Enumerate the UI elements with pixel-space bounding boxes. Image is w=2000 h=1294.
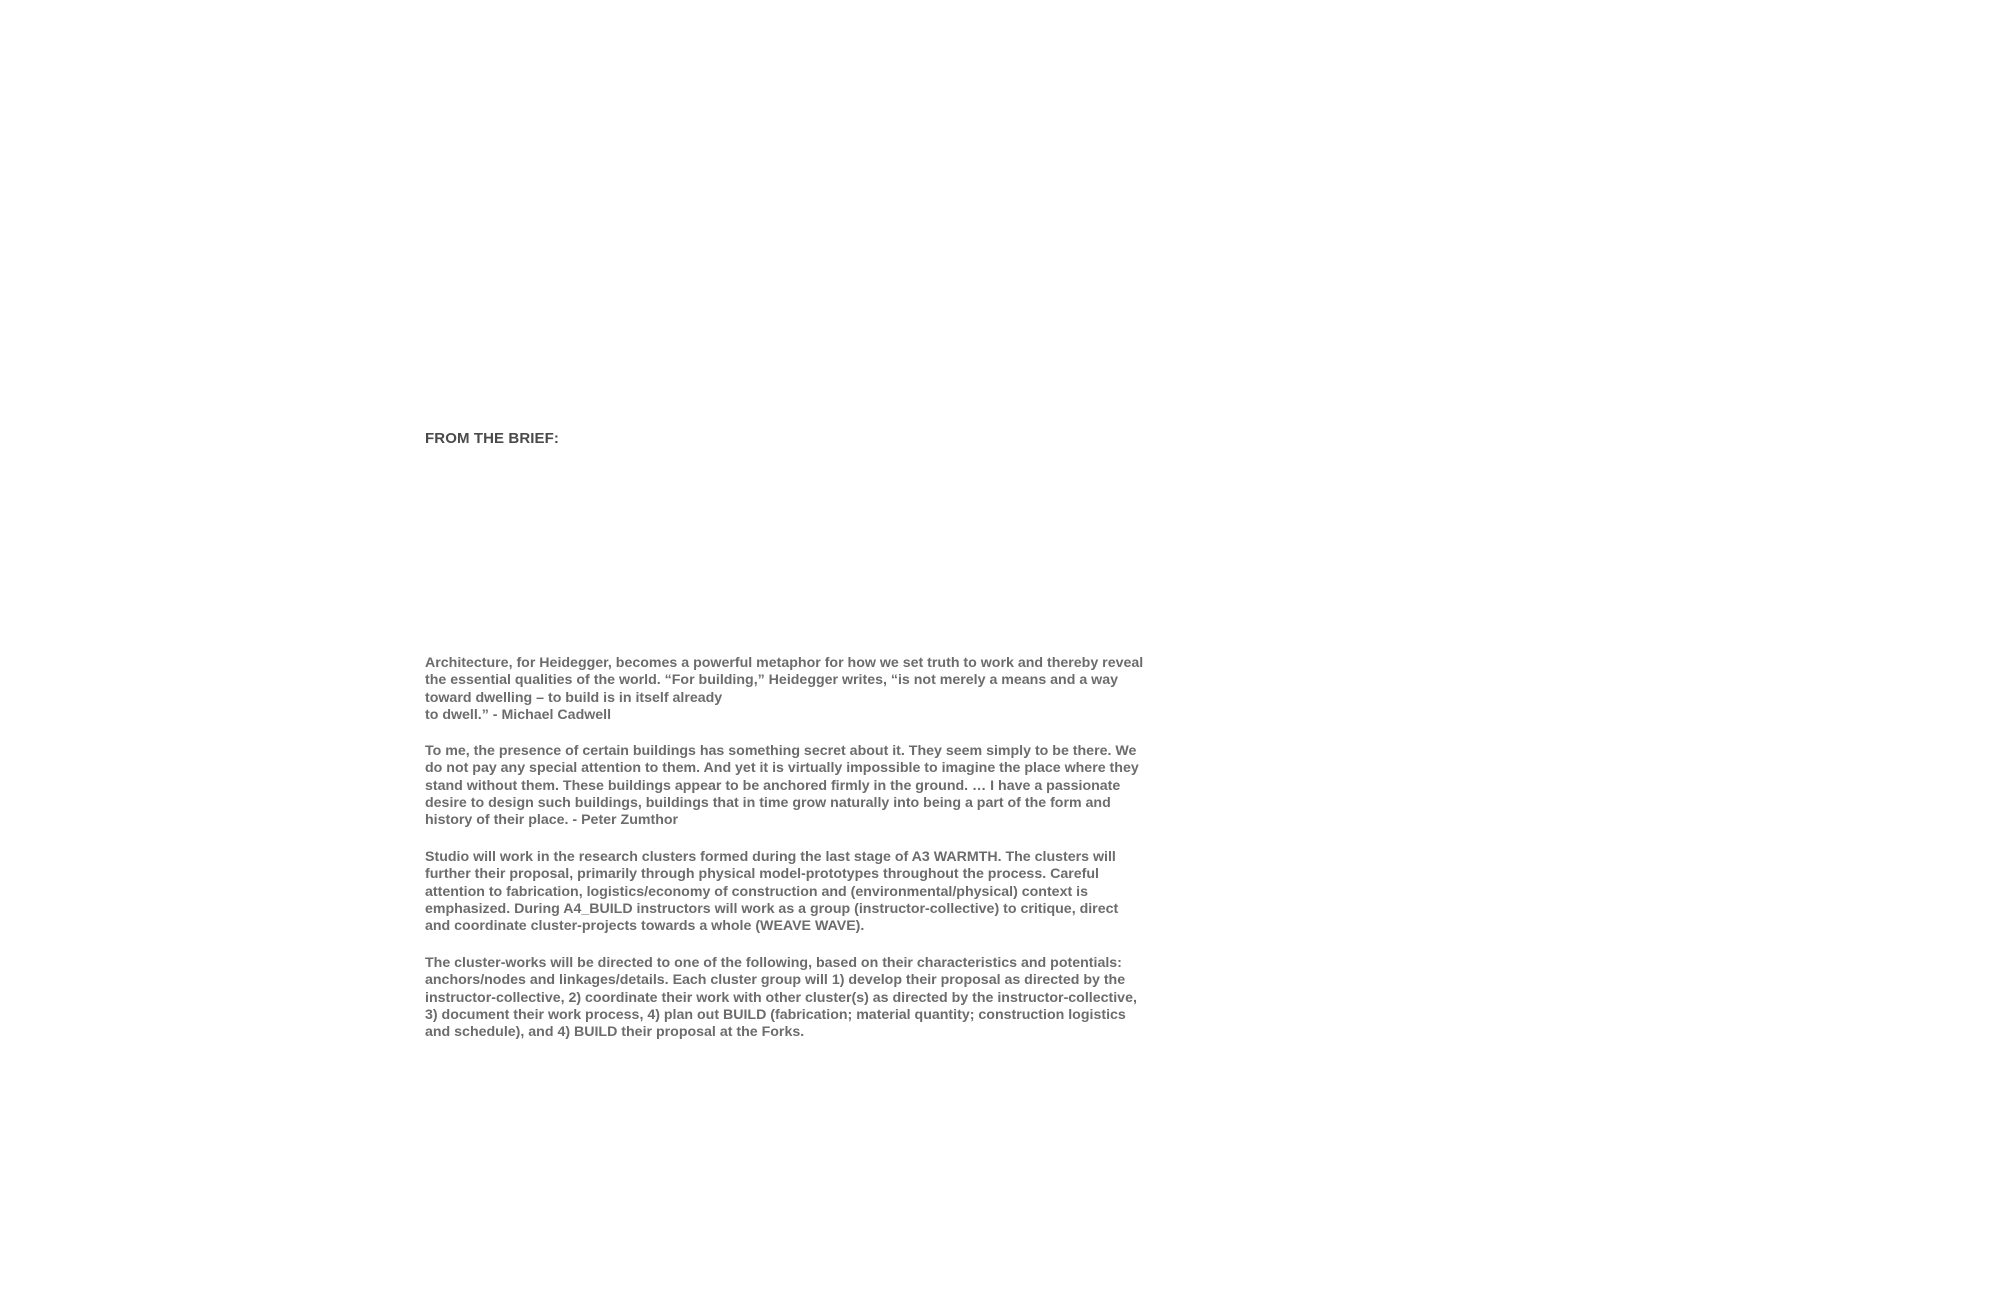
text-line: desire to design such buildings, buildings that in time grow naturally into being a part of the form and xyxy=(425,794,1111,811)
text-line: Architecture, for Heidegger, becomes a powerful metaphor for how we set truth to work and thereby reveal xyxy=(425,655,1144,671)
text-line: 3) document their work process, 4) plan out BUILD (fabrication; material quantity; construction logistics xyxy=(425,1006,1126,1023)
text-line: do not pay any special attention to them. And yet it is virtually impossible to imagine the place where they xyxy=(425,760,1139,777)
paragraph-zumthor-quote xyxy=(425,743,1195,829)
section-heading: FROM THE BRIEF: xyxy=(425,430,559,447)
text-line: attention to fabrication, logistics/economy of construction and (environmental/physical) context is xyxy=(425,883,1088,900)
text-line: further their proposal, primarily through physical model-prototypes throughout the process. Careful xyxy=(425,866,1099,883)
text-line: Studio will work in the research clusters formed during the last stage of A3 WARMTH. The clusters will xyxy=(425,849,1116,865)
paragraph-studio-description xyxy=(425,849,1195,935)
text-line: emphasized. During A4_BUILD instructors will work as a group (instructor-collective) to critique, direct xyxy=(425,900,1119,917)
text-line: To me, the presence of certain buildings has something secret about it. They seem simply to be there. We xyxy=(425,743,1137,759)
text-line: and schedule), and 4) BUILD their proposal at the Forks. xyxy=(425,1024,805,1041)
text-line: toward dwelling – to build is in itself already xyxy=(425,689,723,706)
paragraph-heidegger-quote xyxy=(425,655,1195,724)
text-line: history of their place. - Peter Zumthor xyxy=(425,812,679,829)
text-line: to dwell.” - Michael Cadwell xyxy=(425,706,612,723)
text-line: stand without them. These buildings appear to be anchored firmly in the ground. … I have a passionate xyxy=(425,777,1121,794)
paragraph-cluster-works xyxy=(425,955,1195,1041)
text-line: the essential qualities of the world. “For building,” Heidegger writes, “is not merely a means and a way xyxy=(425,672,1118,689)
text-line: The cluster-works will be directed to one of the following, based on their characteristics and potentials: xyxy=(425,955,1122,971)
text-line: instructor-collective, 2) coordinate their work with other cluster(s) as directed by the instructor-collective, xyxy=(425,989,1137,1006)
text-line: and coordinate cluster-projects towards a whole (WEAVE WAVE). xyxy=(425,918,865,935)
text-line: anchors/nodes and linkages/details. Each cluster group will 1) develop their proposal as directed by the xyxy=(425,972,1126,989)
